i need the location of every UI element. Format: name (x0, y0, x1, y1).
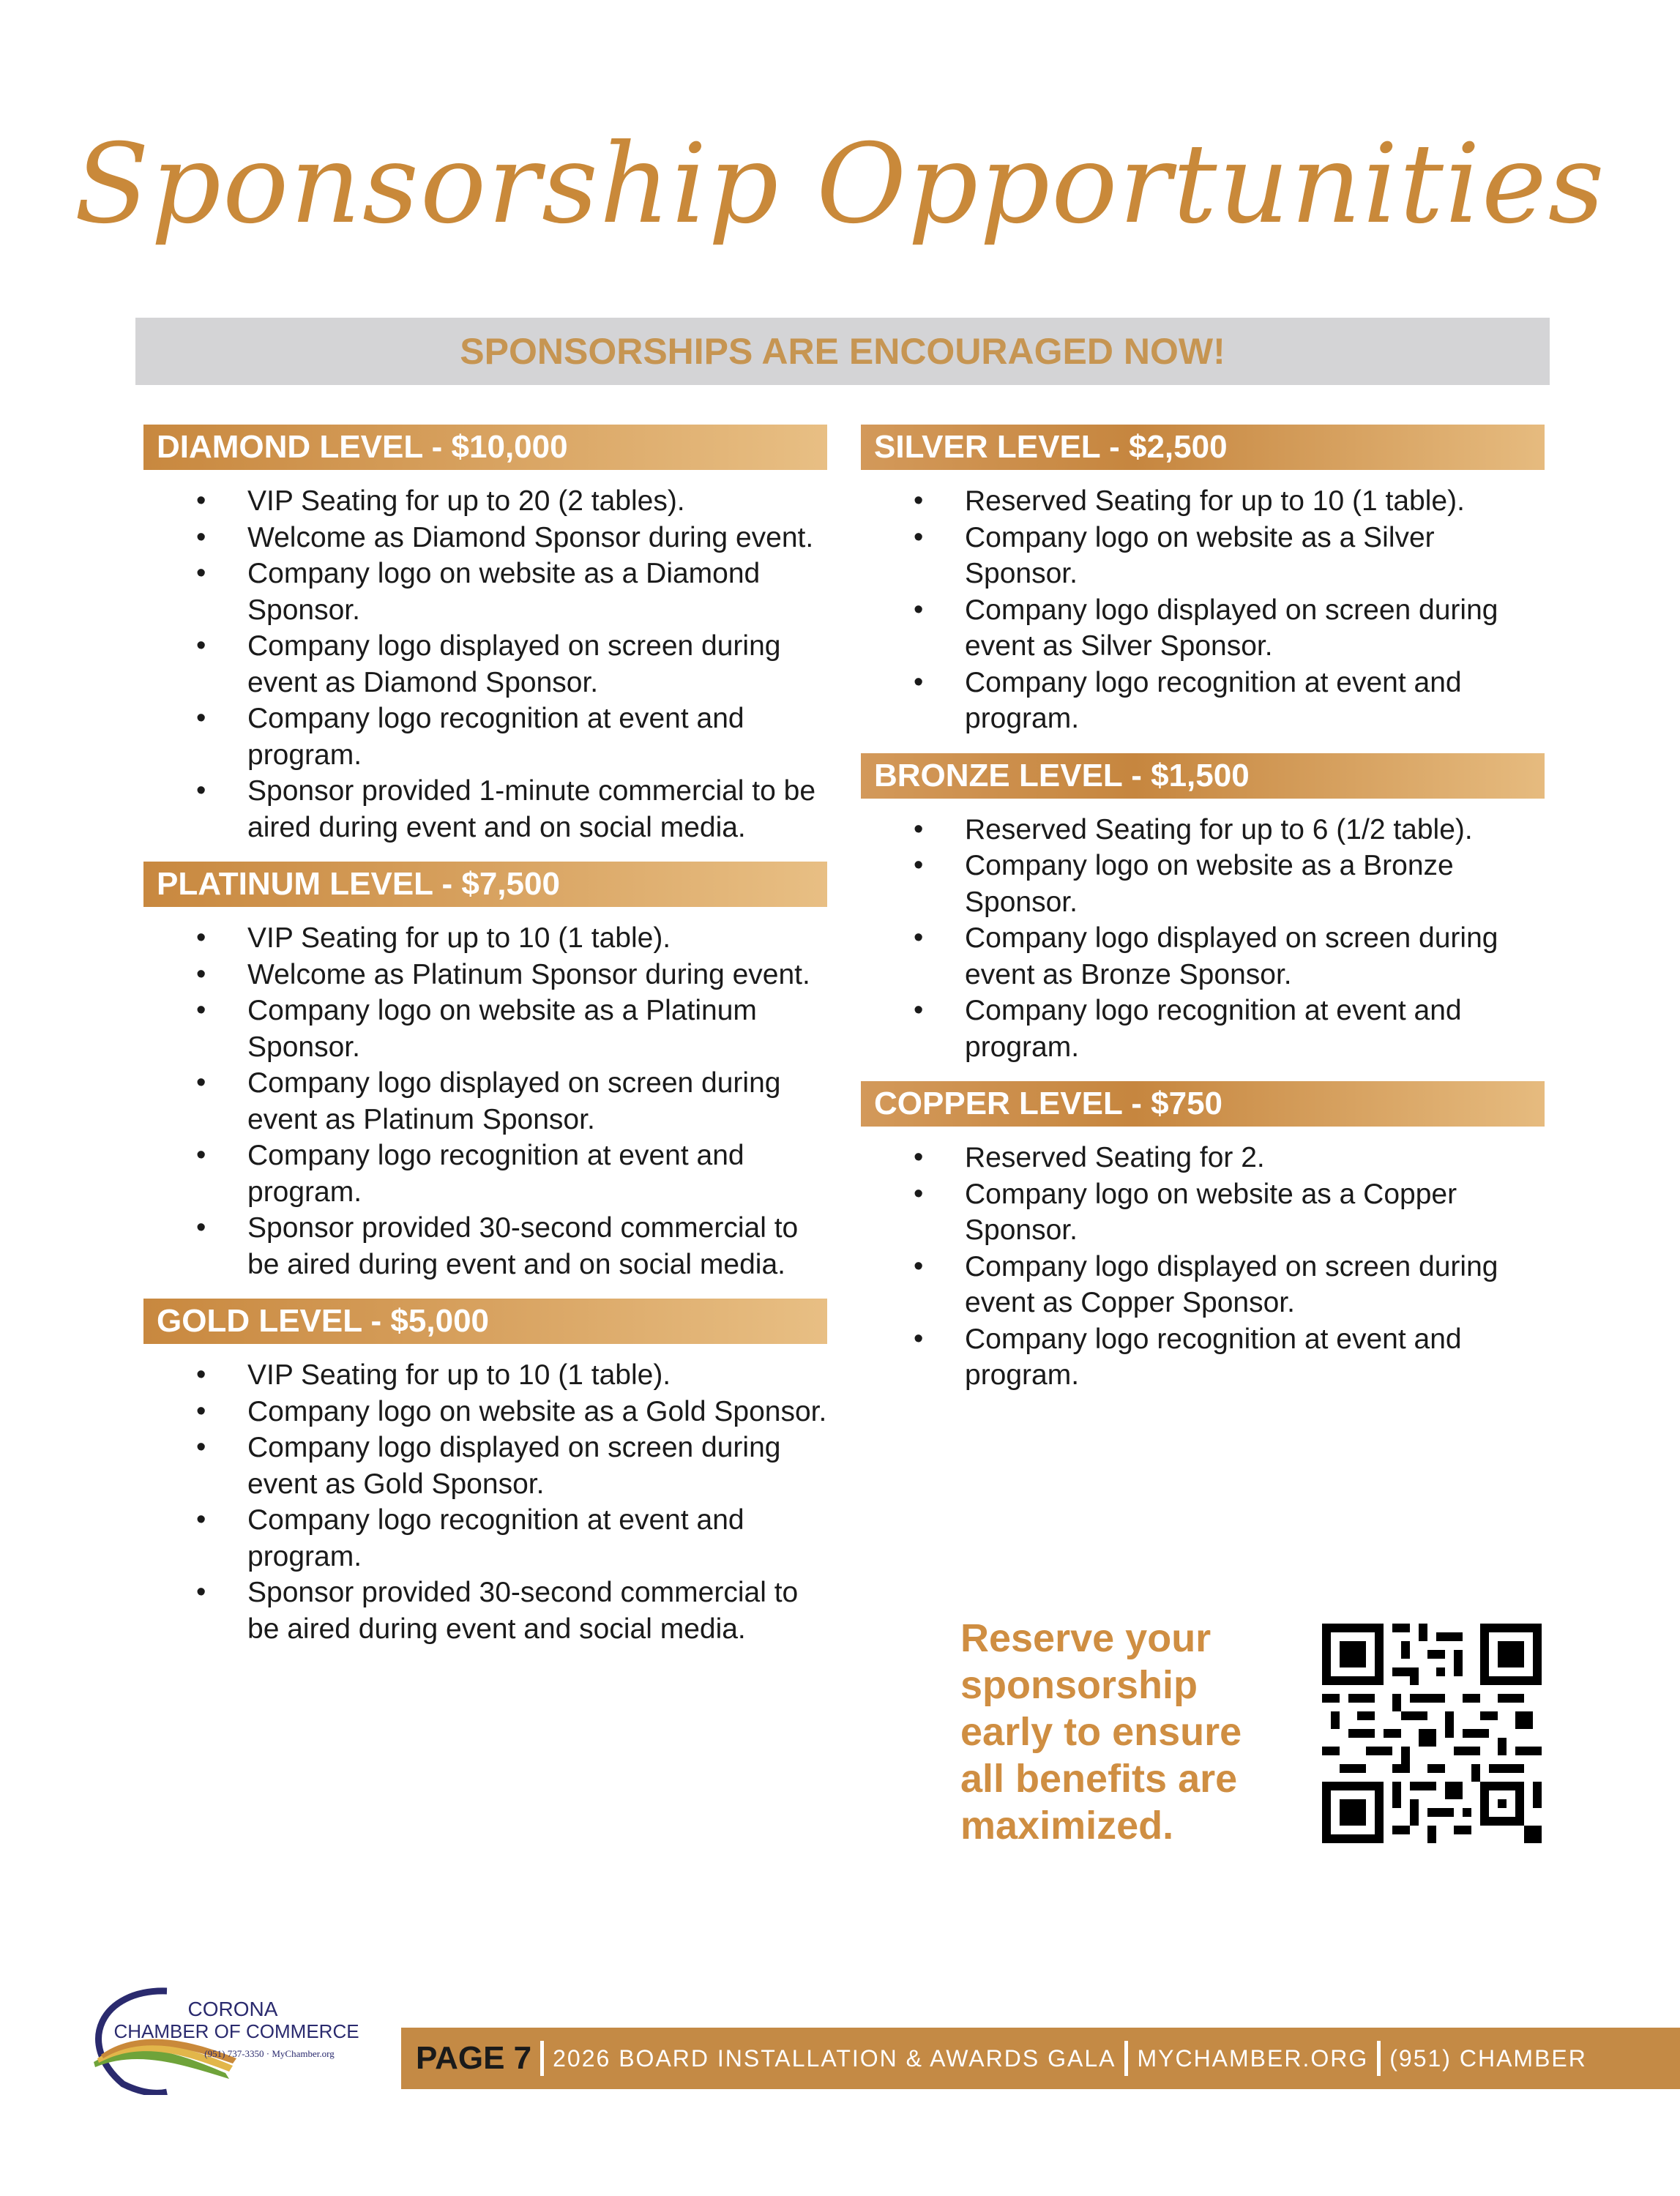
footer-divider (540, 2041, 544, 2076)
benefit-list (143, 920, 827, 1282)
benefit-item: • Company logo on website as a Copper Sponsor. (965, 1176, 1545, 1249)
benefit-item: • Welcome as Platinum Sponsor during event. (247, 957, 827, 993)
footer-divider (1377, 2041, 1381, 2076)
page-number: PAGE 7 (416, 2040, 532, 2076)
benefit-list (861, 483, 1545, 737)
benefit-item: • Company logo recognition at event and program. (247, 701, 827, 773)
benefit-item: • Company logo recognition at event and program. (965, 993, 1545, 1065)
level-silver (861, 425, 1545, 737)
benefit-item: • Company logo recognition at event and program. (965, 665, 1545, 737)
level-header: PLATINUM LEVEL - $7,500 (143, 862, 827, 907)
benefit-item: • Company logo displayed on screen during event as Gold Sponsor. (247, 1430, 827, 1502)
benefit-item: • VIP Seating for up to 10 (1 table). (247, 1357, 827, 1394)
level-bronze (861, 753, 1545, 1066)
level-gold (143, 1299, 827, 1647)
benefit-item: • Sponsor provided 1-minute commercial to be aired during event and on social media. (247, 773, 827, 845)
benefit-item: • Company logo displayed on screen during event as Copper Sponsor. (965, 1249, 1545, 1321)
benefit-list (861, 812, 1545, 1066)
benefit-item: • Company logo on website as a Diamond Sponsor. (247, 556, 827, 628)
benefit-item: • Company logo displayed on screen during event as Diamond Sponsor. (247, 628, 827, 701)
benefit-item: • Company logo recognition at event and program. (247, 1138, 827, 1210)
banner-text: SPONSORSHIPS ARE ENCOURAGED NOW! (460, 331, 1225, 372)
benefit-list (861, 1140, 1545, 1394)
qr-code-icon[interactable] (1322, 1624, 1542, 1843)
logo-line3: (951) 737-3350 · MyChamber.org (204, 2048, 335, 2059)
benefit-item: • Sponsor provided 30-second commercial to be aired during event and on social media. (247, 1210, 827, 1282)
level-header: SILVER LEVEL - $2,500 (861, 425, 1545, 470)
chamber-logo-icon (79, 1985, 372, 2095)
logo-line2: CHAMBER OF COMMERCE (113, 2020, 359, 2042)
logo-line1: CORONA (187, 1998, 278, 2020)
left-column (143, 425, 827, 1663)
benefit-item: • Company logo displayed on screen during event as Silver Sponsor. (965, 592, 1545, 665)
footer-website[interactable]: MYCHAMBER.ORG (1137, 2044, 1369, 2072)
benefit-item: • Reserved Seating for up to 10 (1 table). (965, 483, 1545, 520)
level-header: GOLD LEVEL - $5,000 (143, 1299, 827, 1344)
benefit-item: • Company logo displayed on screen during event as Bronze Sponsor. (965, 920, 1545, 993)
level-header: COPPER LEVEL - $750 (861, 1081, 1545, 1127)
level-platinum (143, 862, 827, 1282)
benefit-item: • Company logo on website as a Platinum Sponsor. (247, 993, 827, 1065)
benefit-item: • VIP Seating for up to 10 (1 table). (247, 920, 827, 957)
benefit-item: • Reserved Seating for 2. (965, 1140, 1545, 1176)
benefit-item: • Company logo on website as a Gold Sponsor. (247, 1394, 827, 1430)
benefit-item: • Welcome as Diamond Sponsor during event. (247, 520, 827, 556)
benefit-item: • Company logo recognition at event and program. (965, 1321, 1545, 1394)
benefit-list (143, 1357, 827, 1647)
benefit-item: • Company logo recognition at event and program. (247, 1502, 827, 1575)
right-column (861, 425, 1545, 1410)
level-header: BRONZE LEVEL - $1,500 (861, 753, 1545, 799)
benefit-item: • Reserved Seating for up to 6 (1/2 table). (965, 812, 1545, 848)
level-diamond (143, 425, 827, 845)
benefit-item: • VIP Seating for up to 20 (2 tables). (247, 483, 827, 520)
footer-divider (1124, 2041, 1128, 2076)
encouragement-banner (135, 318, 1550, 385)
footer-bar (401, 2028, 1680, 2089)
level-header: DIAMOND LEVEL - $10,000 (143, 425, 827, 470)
benefit-item: • Company logo displayed on screen during event as Platinum Sponsor. (247, 1065, 827, 1138)
benefit-item: • Sponsor provided 30-second commercial to be aired during event and social media. (247, 1575, 827, 1647)
page-title: Sponsorship Opportunities (74, 121, 1606, 248)
footer-phone[interactable]: (951) CHAMBER (1389, 2044, 1587, 2072)
benefit-list (143, 483, 827, 845)
reserve-callout: Reserve your sponsorship early to ensure all benefits are maximized. (960, 1616, 1242, 1848)
footer-event: 2026 BOARD INSTALLATION & AWARDS GALA (553, 2044, 1116, 2072)
benefit-item: • Company logo on website as a Bronze Sponsor. (965, 848, 1545, 920)
benefit-item: • Company logo on website as a Silver Sponsor. (965, 520, 1545, 592)
level-copper (861, 1081, 1545, 1394)
